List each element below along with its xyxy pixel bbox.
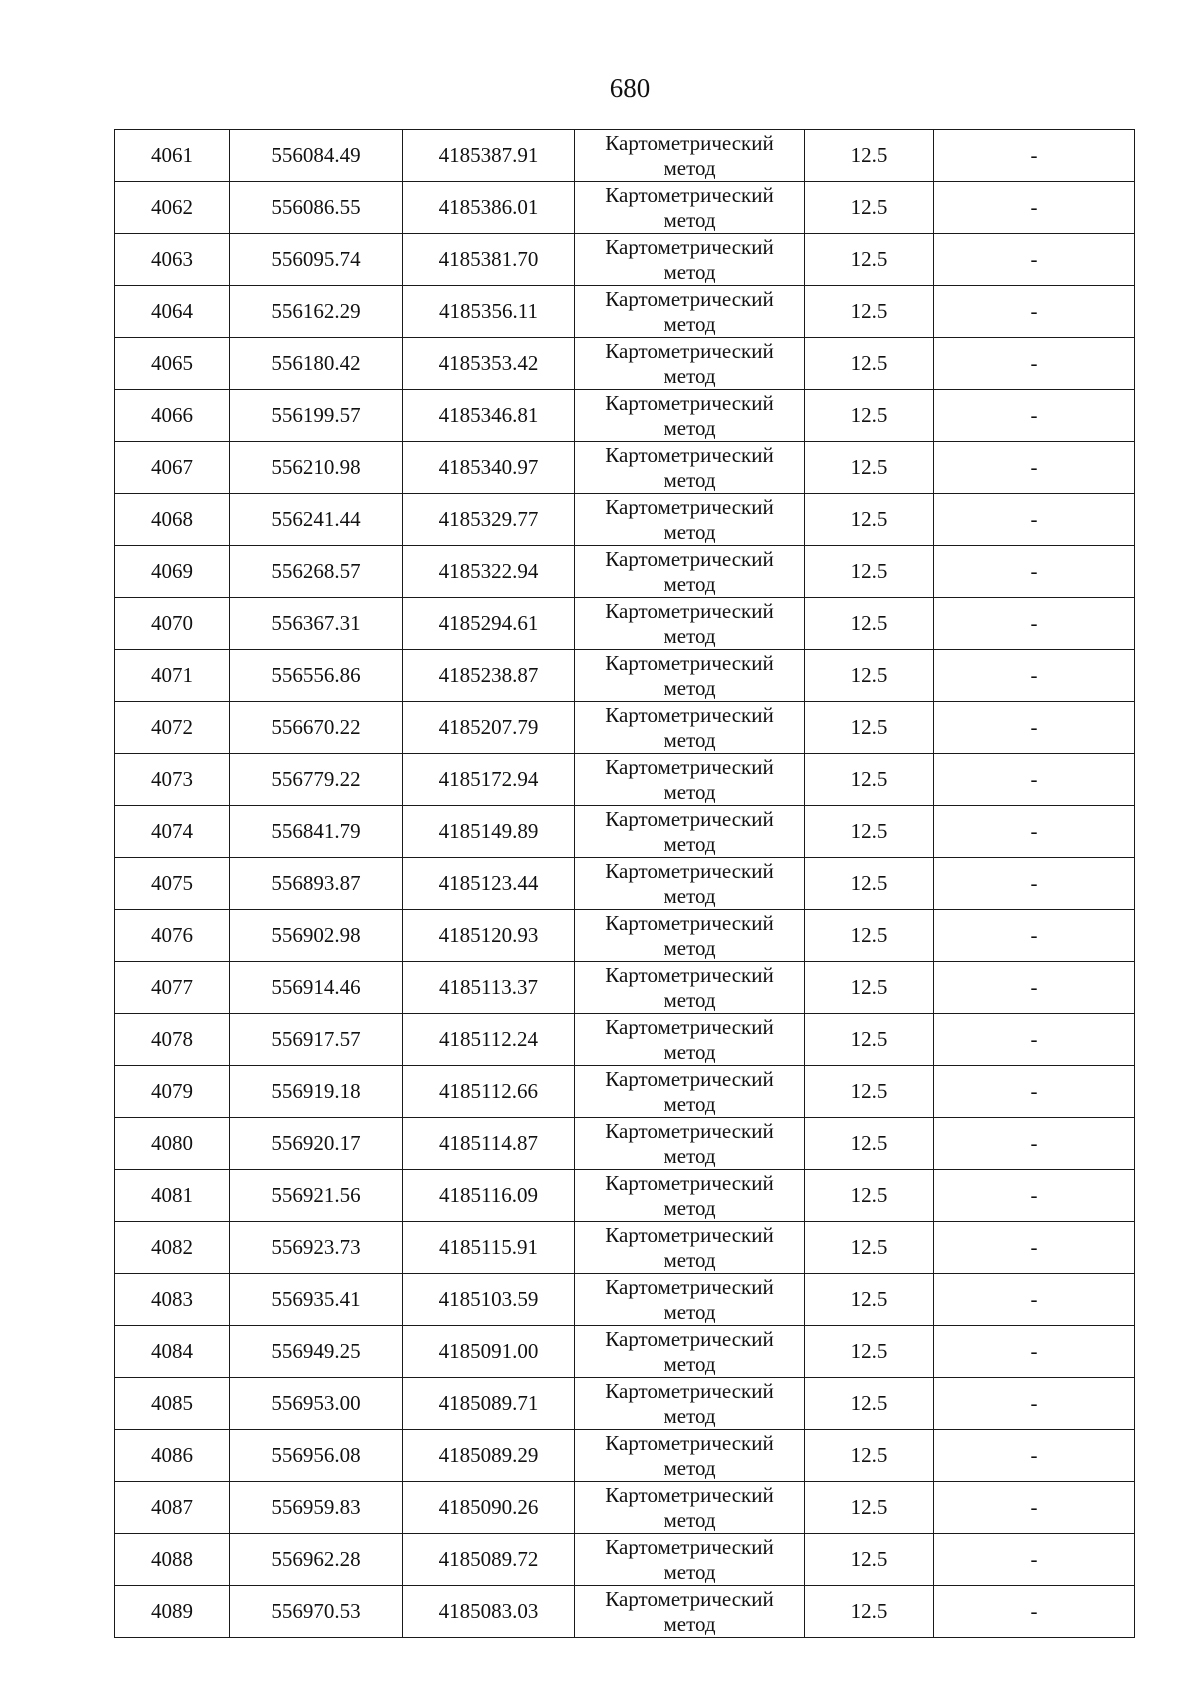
method-cell	[575, 546, 805, 598]
method-cell	[575, 806, 805, 858]
method-line-2: метод	[663, 675, 716, 700]
accuracy-cell: 12.5	[805, 1534, 934, 1586]
x-coordinate-cell: 556893.87	[230, 858, 403, 910]
table-row	[115, 910, 1135, 962]
page-number: 680	[609, 73, 651, 103]
method-cell	[575, 1170, 805, 1222]
y-coordinate-cell: 4185083.03	[403, 1586, 575, 1638]
accuracy-cell: 12.5	[805, 442, 934, 494]
method-line-1: Картометрический	[605, 702, 774, 727]
x-coordinate-cell: 556902.98	[230, 910, 403, 962]
table-row	[115, 598, 1135, 650]
x-coordinate-cell: 556084.49	[230, 130, 403, 182]
point-id-cell: 4083	[115, 1274, 230, 1326]
accuracy-cell: 12.5	[805, 1014, 934, 1066]
note-cell: -	[934, 286, 1135, 338]
method-cell	[575, 338, 805, 390]
table-row	[115, 1482, 1135, 1534]
note-cell: -	[934, 650, 1135, 702]
method-line-1: Картометрический	[605, 910, 774, 935]
method-line-1: Картометрический	[605, 1482, 774, 1507]
method-line-1: Картометрический	[605, 1118, 774, 1143]
y-coordinate-cell: 4185386.01	[403, 182, 575, 234]
method-line-2: метод	[663, 1091, 716, 1116]
method-line-2: метод	[663, 987, 716, 1012]
method-line-2: метод	[663, 1247, 716, 1272]
accuracy-cell: 12.5	[805, 1170, 934, 1222]
table-row	[115, 806, 1135, 858]
method-line-1: Картометрический	[605, 286, 774, 311]
method-cell	[575, 650, 805, 702]
accuracy-cell: 12.5	[805, 754, 934, 806]
accuracy-cell: 12.5	[805, 702, 934, 754]
y-coordinate-cell: 4185114.87	[403, 1118, 575, 1170]
method-line-1: Картометрический	[605, 234, 774, 259]
note-cell: -	[934, 442, 1135, 494]
method-line-2: метод	[663, 1351, 716, 1376]
x-coordinate-cell: 556268.57	[230, 546, 403, 598]
y-coordinate-cell: 4185353.42	[403, 338, 575, 390]
x-coordinate-cell: 556921.56	[230, 1170, 403, 1222]
accuracy-cell: 12.5	[805, 910, 934, 962]
table-row	[115, 546, 1135, 598]
point-id-cell: 4086	[115, 1430, 230, 1482]
note-cell: -	[934, 546, 1135, 598]
note-cell: -	[934, 754, 1135, 806]
accuracy-cell: 12.5	[805, 1222, 934, 1274]
method-cell	[575, 442, 805, 494]
method-line-2: метод	[663, 467, 716, 492]
x-coordinate-cell: 556367.31	[230, 598, 403, 650]
note-cell: -	[934, 858, 1135, 910]
note-cell: -	[934, 1066, 1135, 1118]
accuracy-cell: 12.5	[805, 130, 934, 182]
method-cell	[575, 1014, 805, 1066]
method-line-2: метод	[663, 363, 716, 388]
point-id-cell: 4089	[115, 1586, 230, 1638]
accuracy-cell: 12.5	[805, 598, 934, 650]
method-line-2: метод	[663, 1195, 716, 1220]
note-cell: -	[934, 1482, 1135, 1534]
y-coordinate-cell: 4185089.29	[403, 1430, 575, 1482]
method-line-2: метод	[663, 935, 716, 960]
note-cell: -	[934, 1170, 1135, 1222]
note-cell: -	[934, 338, 1135, 390]
point-id-cell: 4080	[115, 1118, 230, 1170]
method-line-1: Картометрический	[605, 1222, 774, 1247]
y-coordinate-cell: 4185322.94	[403, 546, 575, 598]
method-line-2: метод	[663, 207, 716, 232]
point-id-cell: 4067	[115, 442, 230, 494]
accuracy-cell: 12.5	[805, 1430, 934, 1482]
point-id-cell: 4072	[115, 702, 230, 754]
method-line-1: Картометрический	[605, 130, 774, 155]
note-cell: -	[934, 1378, 1135, 1430]
point-id-cell: 4078	[115, 1014, 230, 1066]
method-line-1: Картометрический	[605, 858, 774, 883]
x-coordinate-cell: 556841.79	[230, 806, 403, 858]
method-line-1: Картометрический	[605, 598, 774, 623]
method-cell	[575, 1326, 805, 1378]
note-cell: -	[934, 962, 1135, 1014]
accuracy-cell: 12.5	[805, 1326, 934, 1378]
x-coordinate-cell: 556095.74	[230, 234, 403, 286]
x-coordinate-cell: 556956.08	[230, 1430, 403, 1482]
point-id-cell: 4084	[115, 1326, 230, 1378]
point-id-cell: 4068	[115, 494, 230, 546]
method-line-2: метод	[663, 415, 716, 440]
point-id-cell: 4073	[115, 754, 230, 806]
x-coordinate-cell: 556241.44	[230, 494, 403, 546]
method-line-1: Картометрический	[605, 806, 774, 831]
y-coordinate-cell: 4185123.44	[403, 858, 575, 910]
note-cell: -	[934, 702, 1135, 754]
method-cell	[575, 130, 805, 182]
method-cell	[575, 494, 805, 546]
method-line-2: метод	[663, 155, 716, 180]
method-line-1: Картометрический	[605, 494, 774, 519]
table-row	[115, 1066, 1135, 1118]
note-cell: -	[934, 1586, 1135, 1638]
x-coordinate-cell: 556670.22	[230, 702, 403, 754]
accuracy-cell: 12.5	[805, 1066, 934, 1118]
table-row	[115, 1118, 1135, 1170]
point-id-cell: 4076	[115, 910, 230, 962]
y-coordinate-cell: 4185091.00	[403, 1326, 575, 1378]
y-coordinate-cell: 4185120.93	[403, 910, 575, 962]
accuracy-cell: 12.5	[805, 494, 934, 546]
note-cell: -	[934, 494, 1135, 546]
note-cell: -	[934, 910, 1135, 962]
method-line-2: метод	[663, 1403, 716, 1428]
method-cell	[575, 702, 805, 754]
method-cell	[575, 182, 805, 234]
point-id-cell: 4061	[115, 130, 230, 182]
point-id-cell: 4063	[115, 234, 230, 286]
coordinates-table	[114, 129, 1135, 1638]
point-id-cell: 4085	[115, 1378, 230, 1430]
y-coordinate-cell: 4185356.11	[403, 286, 575, 338]
point-id-cell: 4088	[115, 1534, 230, 1586]
accuracy-cell: 12.5	[805, 650, 934, 702]
y-coordinate-cell: 4185329.77	[403, 494, 575, 546]
method-cell	[575, 962, 805, 1014]
table-row	[115, 182, 1135, 234]
point-id-cell: 4069	[115, 546, 230, 598]
method-line-2: метод	[663, 1143, 716, 1168]
point-id-cell: 4066	[115, 390, 230, 442]
x-coordinate-cell: 556556.86	[230, 650, 403, 702]
point-id-cell: 4079	[115, 1066, 230, 1118]
table-body	[115, 130, 1135, 1638]
accuracy-cell: 12.5	[805, 1274, 934, 1326]
y-coordinate-cell: 4185238.87	[403, 650, 575, 702]
x-coordinate-cell: 556962.28	[230, 1534, 403, 1586]
point-id-cell: 4062	[115, 182, 230, 234]
note-cell: -	[934, 1118, 1135, 1170]
method-cell	[575, 1482, 805, 1534]
note-cell: -	[934, 1222, 1135, 1274]
x-coordinate-cell: 556935.41	[230, 1274, 403, 1326]
note-cell: -	[934, 182, 1135, 234]
note-cell: -	[934, 806, 1135, 858]
table-row	[115, 1326, 1135, 1378]
y-coordinate-cell: 4185149.89	[403, 806, 575, 858]
table-row	[115, 754, 1135, 806]
table-row	[115, 858, 1135, 910]
x-coordinate-cell: 556086.55	[230, 182, 403, 234]
method-cell	[575, 858, 805, 910]
table-row	[115, 390, 1135, 442]
accuracy-cell: 12.5	[805, 1482, 934, 1534]
table-row	[115, 702, 1135, 754]
y-coordinate-cell: 4185103.59	[403, 1274, 575, 1326]
method-line-2: метод	[663, 259, 716, 284]
point-id-cell: 4070	[115, 598, 230, 650]
y-coordinate-cell: 4185112.66	[403, 1066, 575, 1118]
y-coordinate-cell: 4185346.81	[403, 390, 575, 442]
method-cell	[575, 1586, 805, 1638]
note-cell: -	[934, 1430, 1135, 1482]
method-cell	[575, 1274, 805, 1326]
table-row	[115, 962, 1135, 1014]
method-line-1: Картометрический	[605, 546, 774, 571]
method-cell	[575, 234, 805, 286]
point-id-cell: 4071	[115, 650, 230, 702]
point-id-cell: 4074	[115, 806, 230, 858]
point-id-cell: 4065	[115, 338, 230, 390]
method-line-2: метод	[663, 1507, 716, 1532]
accuracy-cell: 12.5	[805, 338, 934, 390]
x-coordinate-cell: 556917.57	[230, 1014, 403, 1066]
table-row	[115, 130, 1135, 182]
y-coordinate-cell: 4185116.09	[403, 1170, 575, 1222]
x-coordinate-cell: 556949.25	[230, 1326, 403, 1378]
x-coordinate-cell: 556920.17	[230, 1118, 403, 1170]
method-line-1: Картометрический	[605, 1326, 774, 1351]
table-row	[115, 1534, 1135, 1586]
method-line-2: метод	[663, 1039, 716, 1064]
accuracy-cell: 12.5	[805, 234, 934, 286]
x-coordinate-cell: 556162.29	[230, 286, 403, 338]
x-coordinate-cell: 556210.98	[230, 442, 403, 494]
note-cell: -	[934, 1534, 1135, 1586]
method-line-1: Картометрический	[605, 650, 774, 675]
method-line-1: Картометрический	[605, 962, 774, 987]
table-row	[115, 1430, 1135, 1482]
y-coordinate-cell: 4185090.26	[403, 1482, 575, 1534]
method-line-2: метод	[663, 1299, 716, 1324]
table-row	[115, 1170, 1135, 1222]
x-coordinate-cell: 556914.46	[230, 962, 403, 1014]
table-row	[115, 442, 1135, 494]
x-coordinate-cell: 556959.83	[230, 1482, 403, 1534]
x-coordinate-cell: 556970.53	[230, 1586, 403, 1638]
y-coordinate-cell: 4185387.91	[403, 130, 575, 182]
method-cell	[575, 910, 805, 962]
note-cell: -	[934, 130, 1135, 182]
method-line-1: Картометрический	[605, 754, 774, 779]
table-row	[115, 286, 1135, 338]
note-cell: -	[934, 234, 1135, 286]
x-coordinate-cell: 556180.42	[230, 338, 403, 390]
method-line-2: метод	[663, 1455, 716, 1480]
method-cell	[575, 390, 805, 442]
y-coordinate-cell: 4185089.72	[403, 1534, 575, 1586]
method-line-1: Картометрический	[605, 390, 774, 415]
method-line-1: Картометрический	[605, 1066, 774, 1091]
note-cell: -	[934, 598, 1135, 650]
x-coordinate-cell: 556919.18	[230, 1066, 403, 1118]
method-line-2: метод	[663, 1559, 716, 1584]
method-line-2: метод	[663, 571, 716, 596]
note-cell: -	[934, 1014, 1135, 1066]
method-line-2: метод	[663, 883, 716, 908]
y-coordinate-cell: 4185089.71	[403, 1378, 575, 1430]
method-line-1: Картометрический	[605, 1534, 774, 1559]
accuracy-cell: 12.5	[805, 1378, 934, 1430]
method-line-1: Картометрический	[605, 442, 774, 467]
accuracy-cell: 12.5	[805, 286, 934, 338]
method-line-1: Картометрический	[605, 182, 774, 207]
y-coordinate-cell: 4185115.91	[403, 1222, 575, 1274]
method-cell	[575, 286, 805, 338]
method-cell	[575, 1066, 805, 1118]
point-id-cell: 4087	[115, 1482, 230, 1534]
method-cell	[575, 754, 805, 806]
table-row	[115, 1378, 1135, 1430]
accuracy-cell: 12.5	[805, 858, 934, 910]
y-coordinate-cell: 4185207.79	[403, 702, 575, 754]
method-line-1: Картометрический	[605, 1586, 774, 1611]
y-coordinate-cell: 4185294.61	[403, 598, 575, 650]
x-coordinate-cell: 556953.00	[230, 1378, 403, 1430]
x-coordinate-cell: 556923.73	[230, 1222, 403, 1274]
method-line-2: метод	[663, 831, 716, 856]
method-line-2: метод	[663, 623, 716, 648]
accuracy-cell: 12.5	[805, 1118, 934, 1170]
method-line-2: метод	[663, 1611, 716, 1636]
method-line-1: Картометрический	[605, 1274, 774, 1299]
table-row	[115, 1014, 1135, 1066]
y-coordinate-cell: 4185381.70	[403, 234, 575, 286]
method-line-2: метод	[663, 519, 716, 544]
method-cell	[575, 1118, 805, 1170]
point-id-cell: 4075	[115, 858, 230, 910]
method-line-1: Картометрический	[605, 338, 774, 363]
point-id-cell: 4082	[115, 1222, 230, 1274]
method-cell	[575, 1378, 805, 1430]
point-id-cell: 4064	[115, 286, 230, 338]
table-row	[115, 1586, 1135, 1638]
point-id-cell: 4077	[115, 962, 230, 1014]
table-row	[115, 494, 1135, 546]
method-line-2: метод	[663, 727, 716, 752]
method-line-2: метод	[663, 779, 716, 804]
accuracy-cell: 12.5	[805, 806, 934, 858]
x-coordinate-cell: 556199.57	[230, 390, 403, 442]
note-cell: -	[934, 1274, 1135, 1326]
accuracy-cell: 12.5	[805, 962, 934, 1014]
table-row	[115, 650, 1135, 702]
table-row	[115, 1274, 1135, 1326]
table-row	[115, 338, 1135, 390]
method-cell	[575, 1222, 805, 1274]
accuracy-cell: 12.5	[805, 390, 934, 442]
method-line-1: Картометрический	[605, 1170, 774, 1195]
accuracy-cell: 12.5	[805, 182, 934, 234]
note-cell: -	[934, 1326, 1135, 1378]
point-id-cell: 4081	[115, 1170, 230, 1222]
accuracy-cell: 12.5	[805, 546, 934, 598]
method-cell	[575, 1430, 805, 1482]
table-row	[115, 234, 1135, 286]
note-cell: -	[934, 390, 1135, 442]
x-coordinate-cell: 556779.22	[230, 754, 403, 806]
method-line-1: Картометрический	[605, 1014, 774, 1039]
y-coordinate-cell: 4185113.37	[403, 962, 575, 1014]
table-row	[115, 1222, 1135, 1274]
y-coordinate-cell: 4185112.24	[403, 1014, 575, 1066]
y-coordinate-cell: 4185172.94	[403, 754, 575, 806]
method-line-1: Картометрический	[605, 1430, 774, 1455]
y-coordinate-cell: 4185340.97	[403, 442, 575, 494]
method-line-2: метод	[663, 311, 716, 336]
method-cell	[575, 1534, 805, 1586]
method-cell	[575, 598, 805, 650]
accuracy-cell: 12.5	[805, 1586, 934, 1638]
method-line-1: Картометрический	[605, 1378, 774, 1403]
